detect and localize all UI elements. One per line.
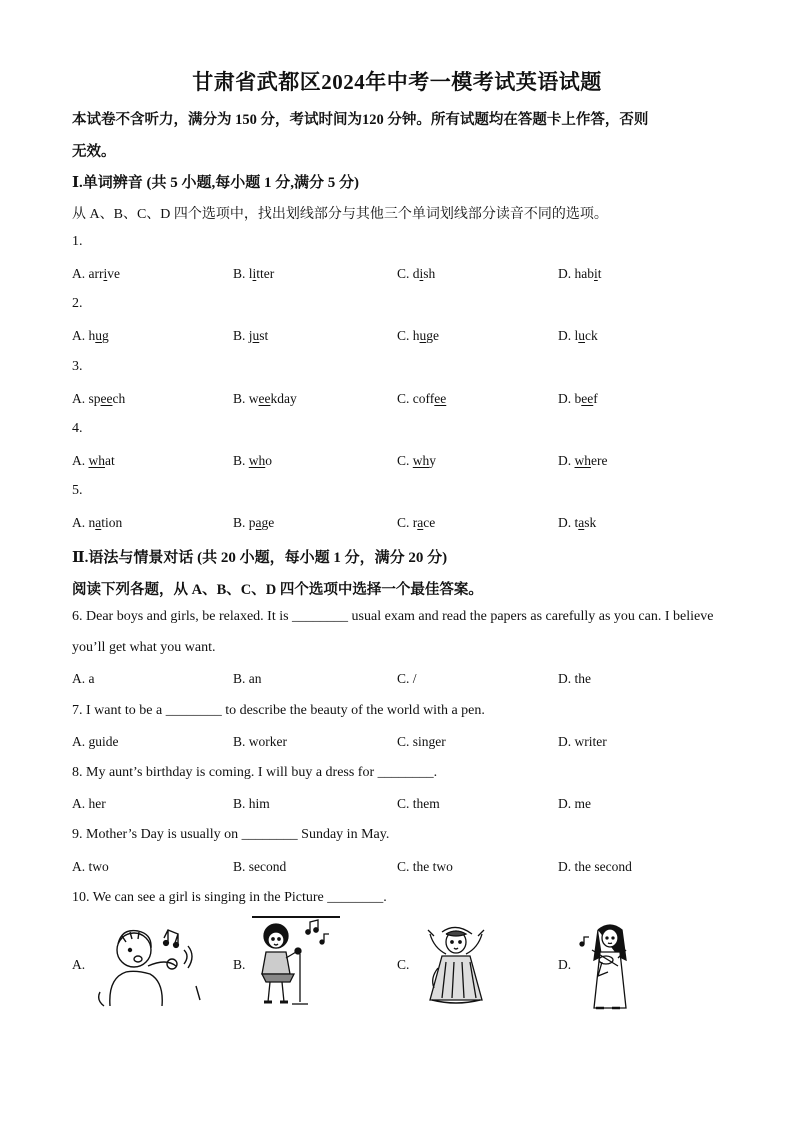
- q9-option-b: B. second: [233, 859, 287, 874]
- underlined-letters: a: [578, 515, 585, 530]
- question-5-number: 5.: [72, 483, 83, 498]
- word-suffix: st: [259, 328, 269, 343]
- word-prefix: l: [574, 328, 579, 343]
- underlined-letters: a: [95, 515, 102, 530]
- word-suffix: ge: [426, 328, 440, 343]
- q10-option-d-label: D.: [558, 957, 572, 972]
- underlined-letters: u: [95, 328, 102, 343]
- q6-option-b: B. an: [233, 671, 262, 686]
- q8-option-a: A. her: [72, 796, 106, 811]
- q10-option-b-label: B.: [233, 957, 246, 972]
- word-prefix: t: [574, 515, 579, 530]
- word-prefix: w: [248, 391, 259, 406]
- option-letter: A.: [72, 515, 86, 530]
- q7-option-a: A. guide: [72, 734, 119, 749]
- q3-option-c: [397, 391, 446, 407]
- underlined-letters: a: [255, 515, 262, 530]
- q9-option-a: A. two: [72, 859, 109, 874]
- underlined-letters: wh: [248, 453, 266, 468]
- word-prefix: arr: [88, 266, 104, 281]
- question-9-stem: 9. Mother’s Day is usually on ________ Sunday in May.: [72, 827, 390, 842]
- question-4-number: 4.: [72, 421, 83, 436]
- word-suffix: sk: [584, 515, 597, 530]
- q1-option-c: [397, 266, 435, 282]
- q6-option-d: D. the: [558, 671, 591, 686]
- word-prefix: p: [248, 515, 256, 530]
- q7-option-d: D. writer: [558, 734, 607, 749]
- option-letter: D.: [558, 266, 572, 281]
- word-prefix: b: [574, 391, 582, 406]
- q5-option-c: [397, 515, 435, 531]
- option-letter: B.: [233, 453, 246, 468]
- option-letter: C.: [397, 453, 410, 468]
- picture-b-girl-with-microphone: [250, 914, 342, 1008]
- option-letter: C.: [397, 328, 410, 343]
- picture-d-girl-violin: [578, 922, 640, 1014]
- q4-option-a: [72, 453, 115, 469]
- option-letter: A.: [72, 391, 86, 406]
- q3-option-a: [72, 391, 125, 407]
- word-prefix: j: [248, 328, 253, 343]
- q8-option-d: D. me: [558, 796, 591, 811]
- word-suffix: tter: [256, 266, 275, 281]
- notice-line-2: 无效。: [72, 144, 116, 160]
- q3-option-b: [233, 391, 297, 407]
- option-letter: B.: [233, 328, 246, 343]
- q2-option-a: [72, 328, 109, 344]
- underlined-letters: u: [252, 328, 260, 343]
- notice-line-1: 本试卷不含听力，满分为 150 分，考试时间为120 分钟。所有试题均在答题卡上作答，否则: [72, 112, 649, 128]
- q1-option-d: [558, 266, 602, 282]
- q2-option-d: [558, 328, 598, 344]
- q1-option-a: [72, 266, 120, 282]
- option-letter: A.: [72, 266, 86, 281]
- word-prefix: coff: [412, 391, 435, 406]
- option-letter: C.: [397, 391, 410, 406]
- word-prefix: d: [412, 266, 420, 281]
- q6-option-c: C. /: [397, 671, 417, 686]
- word-suffix: g: [102, 328, 109, 343]
- word-prefix: hab: [574, 266, 594, 281]
- question-6-stem: 6. Dear boys and girls, be relaxed. It is ________ usual exam and read the papers as carefully as you can. I believe: [72, 609, 714, 624]
- question-10-stem: 10. We can see a girl is singing in the Picture ________.: [72, 890, 387, 905]
- q4-option-d: [558, 453, 607, 469]
- q5-option-d: [558, 515, 596, 531]
- word-suffix: kday: [270, 391, 297, 406]
- word-suffix: f: [593, 391, 598, 406]
- word-suffix: ve: [107, 266, 120, 281]
- underlined-letters: i: [252, 266, 257, 281]
- word-prefix: l: [248, 266, 253, 281]
- q8-option-c: C. them: [397, 796, 440, 811]
- underlined-letters: wh: [574, 453, 591, 468]
- option-letter: D.: [558, 453, 572, 468]
- word-prefix: r: [412, 515, 418, 530]
- q7-option-b: B. worker: [233, 734, 287, 749]
- word-prefix: n: [88, 515, 96, 530]
- word-suffix: sh: [423, 266, 436, 281]
- question-1-number: 1.: [72, 234, 83, 249]
- q10-option-a-label: A.: [72, 957, 86, 972]
- underlined-letters: u: [578, 328, 586, 343]
- option-letter: C.: [397, 515, 410, 530]
- word-suffix: at: [105, 453, 115, 468]
- q6-option-a: A. a: [72, 671, 95, 686]
- option-letter: D.: [558, 328, 572, 343]
- q2-option-b: [233, 328, 268, 344]
- option-letter: A.: [72, 453, 86, 468]
- word-suffix: o: [265, 453, 273, 468]
- q3-option-d: [558, 391, 598, 407]
- underlined-letters: i: [594, 266, 598, 281]
- word-prefix: h: [412, 328, 420, 343]
- underlined-letters: wh: [412, 453, 430, 468]
- underlined-letters: u: [419, 328, 427, 343]
- exam-title: 甘肃省武都区2024年中考一模考试英语试题: [192, 70, 602, 94]
- word-suffix: ere: [591, 453, 608, 468]
- word-prefix: h: [88, 328, 96, 343]
- option-letter: B.: [233, 515, 246, 530]
- question-2-number: 2.: [72, 296, 83, 311]
- q5-option-a: [72, 515, 122, 531]
- word-suffix: ce: [423, 515, 436, 530]
- underlined-letters: ee: [434, 391, 447, 406]
- word-suffix: tion: [101, 515, 123, 530]
- option-letter: D.: [558, 391, 572, 406]
- word-suffix: t: [597, 266, 602, 281]
- section1-heading: Ⅰ.单词辨音 (共 5 小题,每小题 1 分,满分 5 分): [72, 175, 360, 191]
- underlined-letters: i: [103, 266, 108, 281]
- section2-instruction: 阅读下列各题，从 A、B、C、D 四个选项中选择一个最佳答案。: [72, 582, 483, 598]
- q4-option-b: [233, 453, 272, 469]
- q7-option-c: C. singer: [397, 734, 446, 749]
- option-letter: B.: [233, 266, 246, 281]
- underlined-letters: a: [417, 515, 424, 530]
- question-3-number: 3.: [72, 359, 83, 374]
- q9-option-d: D. the second: [558, 859, 632, 874]
- word-suffix: ge: [261, 515, 275, 530]
- q1-option-b: [233, 266, 274, 282]
- q4-option-c: [397, 453, 436, 469]
- question-7-stem: 7. I want to be a ________ to describe the beauty of the world with a pen.: [72, 703, 485, 718]
- q2-option-c: [397, 328, 439, 344]
- q9-option-c: C. the two: [397, 859, 453, 874]
- question-8-stem: 8. My aunt’s birthday is coming. I will buy a dress for ________.: [72, 765, 438, 780]
- underlined-letters: wh: [88, 453, 105, 468]
- option-letter: B.: [233, 391, 246, 406]
- q5-option-b: [233, 515, 274, 531]
- picture-a-boy-singing: [92, 922, 204, 1008]
- word-prefix: sp: [88, 391, 101, 406]
- picture-c-dancer: [416, 922, 496, 1006]
- underlined-letters: ee: [581, 391, 594, 406]
- option-letter: D.: [558, 515, 572, 530]
- section1-instruction: 从 A、B、C、D 四个选项中，找出划线部分与其他三个单词划线部分读音不同的选项。: [72, 207, 608, 222]
- word-suffix: ch: [112, 391, 126, 406]
- option-letter: C.: [397, 266, 410, 281]
- q8-option-b: B. him: [233, 796, 270, 811]
- word-suffix: ck: [585, 328, 598, 343]
- section2-heading: Ⅱ.语法与情景对话 (共 20 小题，每小题 1 分，满分 20 分): [72, 550, 448, 566]
- underlined-letters: ee: [100, 391, 113, 406]
- option-letter: A.: [72, 328, 86, 343]
- underlined-letters: i: [419, 266, 424, 281]
- question-6-stem-cont: you’ll get what you want.: [72, 640, 216, 655]
- underlined-letters: ee: [258, 391, 271, 406]
- q10-option-c-label: C.: [397, 957, 410, 972]
- word-suffix: y: [429, 453, 437, 468]
